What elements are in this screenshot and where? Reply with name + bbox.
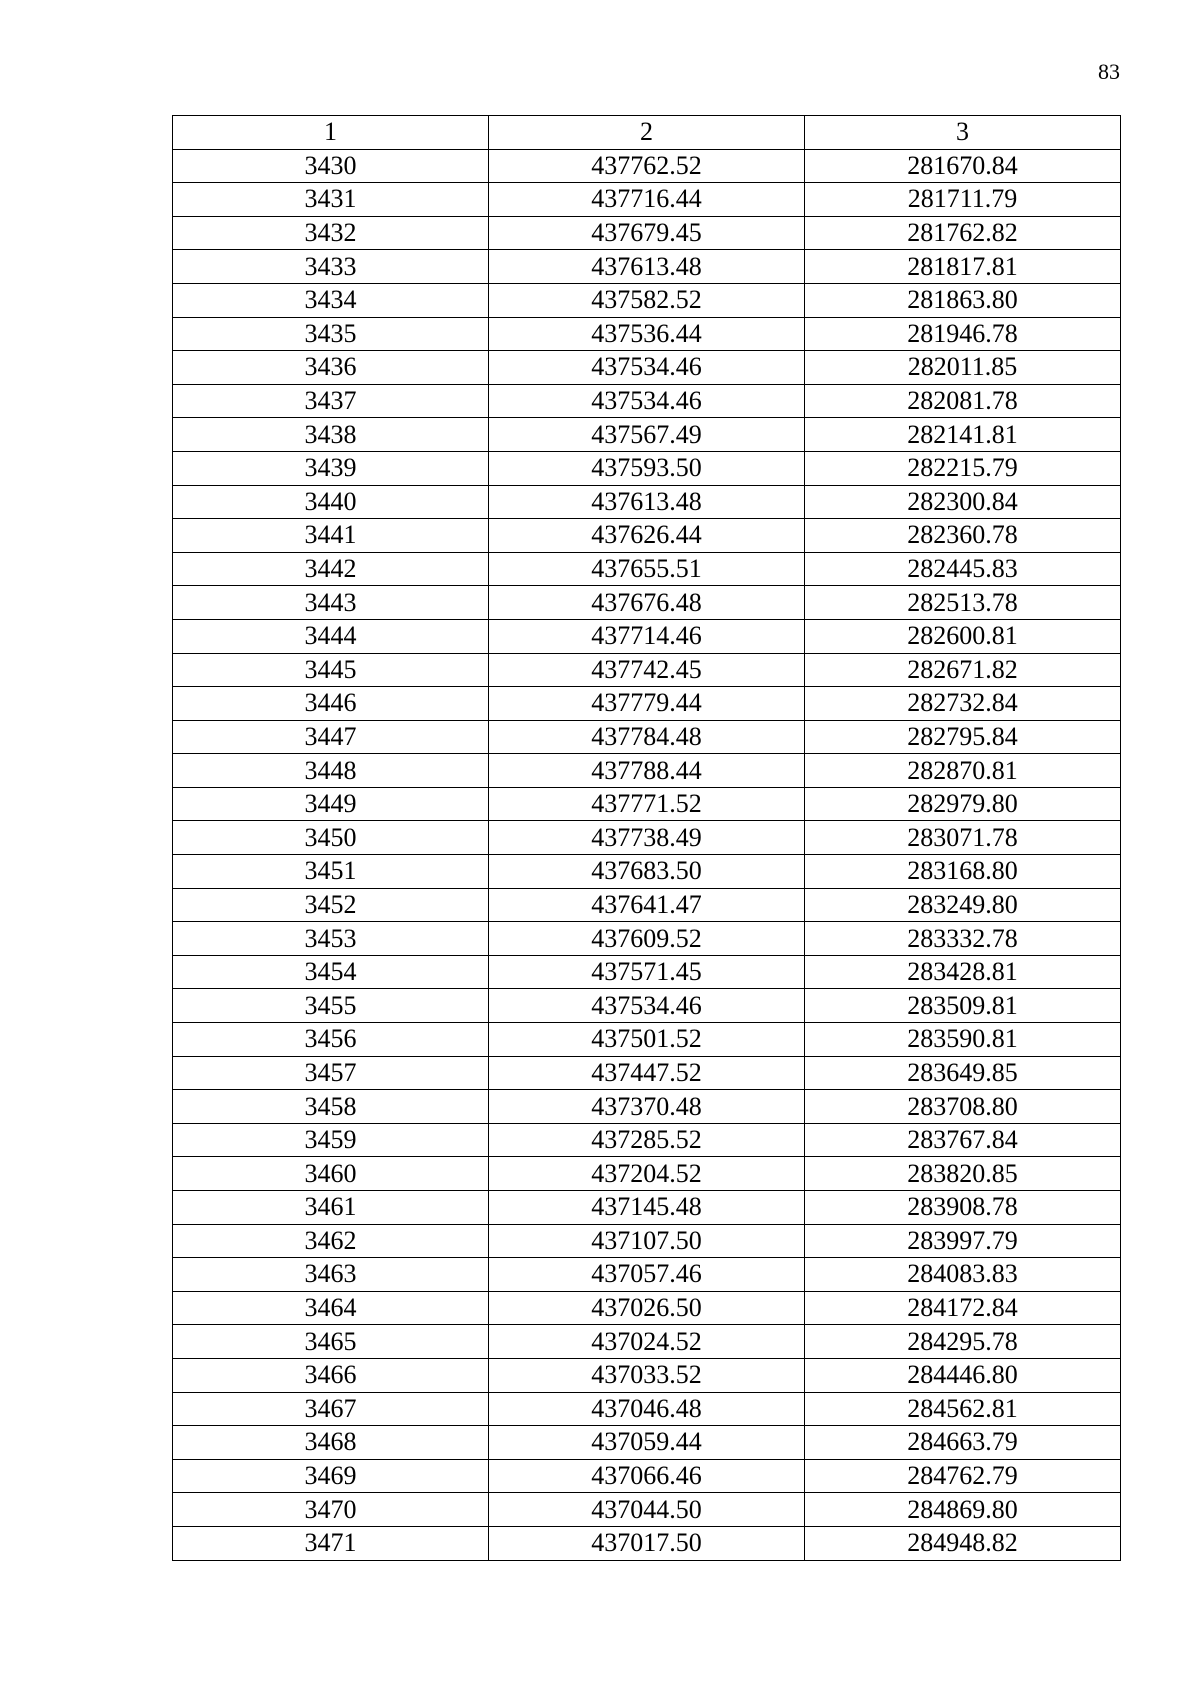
coordinate-x-cell: 437066.46 <box>489 1459 805 1493</box>
table-row <box>173 451 1121 485</box>
coordinate-x-cell: 437676.48 <box>489 586 805 620</box>
table-row <box>173 149 1121 183</box>
coordinate-x-cell: 437447.52 <box>489 1056 805 1090</box>
coordinate-y-cell: 282979.80 <box>805 787 1121 821</box>
point-number-cell: 3431 <box>173 183 489 217</box>
coordinate-y-cell: 282215.79 <box>805 451 1121 485</box>
table-row <box>173 1325 1121 1359</box>
point-number-cell: 3435 <box>173 317 489 351</box>
coordinate-x-cell: 437059.44 <box>489 1426 805 1460</box>
coordinate-x-cell: 437679.45 <box>489 216 805 250</box>
coordinate-y-cell: 281946.78 <box>805 317 1121 351</box>
coordinate-x-cell: 437501.52 <box>489 1023 805 1057</box>
coordinate-x-cell: 437716.44 <box>489 183 805 217</box>
coordinate-x-cell: 437033.52 <box>489 1358 805 1392</box>
coordinate-x-cell: 437024.52 <box>489 1325 805 1359</box>
point-number-cell: 3459 <box>173 1123 489 1157</box>
coordinate-y-cell: 283820.85 <box>805 1157 1121 1191</box>
coordinate-y-cell: 283249.80 <box>805 888 1121 922</box>
coordinate-y-cell: 283509.81 <box>805 989 1121 1023</box>
point-number-cell: 3464 <box>173 1291 489 1325</box>
page-number: 83 <box>1098 59 1120 84</box>
coordinate-y-cell: 281670.84 <box>805 149 1121 183</box>
table-row <box>173 216 1121 250</box>
coordinate-y-cell: 284869.80 <box>805 1493 1121 1527</box>
coordinate-x-cell: 437044.50 <box>489 1493 805 1527</box>
table-row <box>173 1191 1121 1225</box>
table-row <box>173 351 1121 385</box>
table-row <box>173 1526 1121 1560</box>
coordinate-x-cell: 437779.44 <box>489 687 805 721</box>
point-number-cell: 3440 <box>173 485 489 519</box>
point-number-cell: 3461 <box>173 1191 489 1225</box>
coordinate-y-cell: 283649.85 <box>805 1056 1121 1090</box>
point-number-cell: 3442 <box>173 552 489 586</box>
table-row <box>173 1291 1121 1325</box>
coordinate-y-cell: 281863.80 <box>805 283 1121 317</box>
coordinate-y-cell: 282300.84 <box>805 485 1121 519</box>
coordinate-x-cell: 437593.50 <box>489 451 805 485</box>
table-row <box>173 384 1121 418</box>
table-header-row <box>173 116 1121 150</box>
column-header-1: 1 <box>173 116 489 150</box>
point-number-cell: 3450 <box>173 821 489 855</box>
point-number-cell: 3441 <box>173 519 489 553</box>
table-row <box>173 754 1121 788</box>
coordinate-y-cell: 284948.82 <box>805 1526 1121 1560</box>
coordinate-x-cell: 437613.48 <box>489 250 805 284</box>
coordinate-y-cell: 281762.82 <box>805 216 1121 250</box>
point-number-cell: 3457 <box>173 1056 489 1090</box>
point-number-cell: 3466 <box>173 1358 489 1392</box>
point-number-cell: 3439 <box>173 451 489 485</box>
point-number-cell: 3471 <box>173 1526 489 1560</box>
table-row <box>173 855 1121 889</box>
coordinate-y-cell: 282513.78 <box>805 586 1121 620</box>
coordinate-x-cell: 437742.45 <box>489 653 805 687</box>
table-row <box>173 1358 1121 1392</box>
point-number-cell: 3469 <box>173 1459 489 1493</box>
table-row <box>173 418 1121 452</box>
coordinate-x-cell: 437609.52 <box>489 922 805 956</box>
coordinate-x-cell: 437655.51 <box>489 552 805 586</box>
point-number-cell: 3468 <box>173 1426 489 1460</box>
coordinate-y-cell: 282795.84 <box>805 720 1121 754</box>
coordinate-x-cell: 437641.47 <box>489 888 805 922</box>
point-number-cell: 3451 <box>173 855 489 889</box>
point-number-cell: 3462 <box>173 1224 489 1258</box>
table-row <box>173 888 1121 922</box>
coordinate-y-cell: 283708.80 <box>805 1090 1121 1124</box>
table-row <box>173 989 1121 1023</box>
coordinate-x-cell: 437582.52 <box>489 283 805 317</box>
point-number-cell: 3454 <box>173 955 489 989</box>
point-number-cell: 3444 <box>173 619 489 653</box>
coordinate-y-cell: 283168.80 <box>805 855 1121 889</box>
point-number-cell: 3449 <box>173 787 489 821</box>
table-row <box>173 183 1121 217</box>
table-body <box>173 149 1121 1560</box>
table-row <box>173 1023 1121 1057</box>
coordinate-y-cell: 282671.82 <box>805 653 1121 687</box>
table-row <box>173 1426 1121 1460</box>
table-row <box>173 1224 1121 1258</box>
coordinates-table <box>172 115 1121 1561</box>
table-row <box>173 787 1121 821</box>
point-number-cell: 3434 <box>173 283 489 317</box>
coordinate-x-cell: 437536.44 <box>489 317 805 351</box>
point-number-cell: 3458 <box>173 1090 489 1124</box>
coordinate-x-cell: 437046.48 <box>489 1392 805 1426</box>
point-number-cell: 3430 <box>173 149 489 183</box>
coordinate-y-cell: 284446.80 <box>805 1358 1121 1392</box>
table-row <box>173 586 1121 620</box>
coordinate-y-cell: 283908.78 <box>805 1191 1121 1225</box>
coordinate-x-cell: 437714.46 <box>489 619 805 653</box>
table-row <box>173 922 1121 956</box>
table-row <box>173 1123 1121 1157</box>
coordinate-x-cell: 437534.46 <box>489 384 805 418</box>
coordinate-y-cell: 282011.85 <box>805 351 1121 385</box>
coordinate-y-cell: 284295.78 <box>805 1325 1121 1359</box>
coordinate-y-cell: 284762.79 <box>805 1459 1121 1493</box>
coordinate-x-cell: 437571.45 <box>489 955 805 989</box>
coordinate-x-cell: 437017.50 <box>489 1526 805 1560</box>
table-row <box>173 955 1121 989</box>
coordinate-y-cell: 282081.78 <box>805 384 1121 418</box>
point-number-cell: 3432 <box>173 216 489 250</box>
coordinate-y-cell: 282141.81 <box>805 418 1121 452</box>
coordinate-y-cell: 283071.78 <box>805 821 1121 855</box>
point-number-cell: 3456 <box>173 1023 489 1057</box>
point-number-cell: 3438 <box>173 418 489 452</box>
point-number-cell: 3437 <box>173 384 489 418</box>
column-header-3: 3 <box>805 116 1121 150</box>
point-number-cell: 3470 <box>173 1493 489 1527</box>
coordinate-y-cell: 281711.79 <box>805 183 1121 217</box>
coordinate-x-cell: 437057.46 <box>489 1258 805 1292</box>
column-header-2: 2 <box>489 116 805 150</box>
table-row <box>173 1459 1121 1493</box>
table-row <box>173 1090 1121 1124</box>
coordinate-x-cell: 437683.50 <box>489 855 805 889</box>
point-number-cell: 3445 <box>173 653 489 687</box>
point-number-cell: 3467 <box>173 1392 489 1426</box>
table-row <box>173 1258 1121 1292</box>
coordinate-y-cell: 284663.79 <box>805 1426 1121 1460</box>
table-row <box>173 1392 1121 1426</box>
coordinate-x-cell: 437534.46 <box>489 989 805 1023</box>
coordinate-y-cell: 282870.81 <box>805 754 1121 788</box>
coordinate-x-cell: 437107.50 <box>489 1224 805 1258</box>
point-number-cell: 3460 <box>173 1157 489 1191</box>
coordinate-x-cell: 437788.44 <box>489 754 805 788</box>
coordinate-x-cell: 437567.49 <box>489 418 805 452</box>
table-row <box>173 619 1121 653</box>
coordinate-x-cell: 437204.52 <box>489 1157 805 1191</box>
coordinate-x-cell: 437613.48 <box>489 485 805 519</box>
table-row <box>173 687 1121 721</box>
table-row <box>173 552 1121 586</box>
coordinate-y-cell: 283590.81 <box>805 1023 1121 1057</box>
table-row <box>173 1493 1121 1527</box>
point-number-cell: 3463 <box>173 1258 489 1292</box>
coordinate-y-cell: 283428.81 <box>805 955 1121 989</box>
point-number-cell: 3443 <box>173 586 489 620</box>
table-row <box>173 519 1121 553</box>
coordinate-y-cell: 284562.81 <box>805 1392 1121 1426</box>
coordinate-y-cell: 284083.83 <box>805 1258 1121 1292</box>
coordinate-y-cell: 283997.79 <box>805 1224 1121 1258</box>
coordinate-x-cell: 437738.49 <box>489 821 805 855</box>
table-row <box>173 1157 1121 1191</box>
coordinate-x-cell: 437784.48 <box>489 720 805 754</box>
point-number-cell: 3433 <box>173 250 489 284</box>
table-row <box>173 485 1121 519</box>
point-number-cell: 3447 <box>173 720 489 754</box>
coordinate-x-cell: 437370.48 <box>489 1090 805 1124</box>
point-number-cell: 3465 <box>173 1325 489 1359</box>
coordinate-x-cell: 437762.52 <box>489 149 805 183</box>
table-row <box>173 250 1121 284</box>
coordinate-y-cell: 282600.81 <box>805 619 1121 653</box>
coordinate-y-cell: 282445.83 <box>805 552 1121 586</box>
table-row <box>173 1056 1121 1090</box>
point-number-cell: 3455 <box>173 989 489 1023</box>
point-number-cell: 3452 <box>173 888 489 922</box>
coordinate-y-cell: 284172.84 <box>805 1291 1121 1325</box>
coordinate-y-cell: 283332.78 <box>805 922 1121 956</box>
coordinate-x-cell: 437534.46 <box>489 351 805 385</box>
table-row <box>173 720 1121 754</box>
point-number-cell: 3446 <box>173 687 489 721</box>
table-row <box>173 653 1121 687</box>
coordinate-y-cell: 282360.78 <box>805 519 1121 553</box>
coordinate-y-cell: 281817.81 <box>805 250 1121 284</box>
coordinate-x-cell: 437626.44 <box>489 519 805 553</box>
coordinate-x-cell: 437285.52 <box>489 1123 805 1157</box>
table-row <box>173 317 1121 351</box>
point-number-cell: 3448 <box>173 754 489 788</box>
coordinate-x-cell: 437771.52 <box>489 787 805 821</box>
table-row <box>173 283 1121 317</box>
point-number-cell: 3453 <box>173 922 489 956</box>
coordinate-y-cell: 283767.84 <box>805 1123 1121 1157</box>
coordinate-y-cell: 282732.84 <box>805 687 1121 721</box>
table-row <box>173 821 1121 855</box>
point-number-cell: 3436 <box>173 351 489 385</box>
coordinate-x-cell: 437026.50 <box>489 1291 805 1325</box>
coordinate-x-cell: 437145.48 <box>489 1191 805 1225</box>
